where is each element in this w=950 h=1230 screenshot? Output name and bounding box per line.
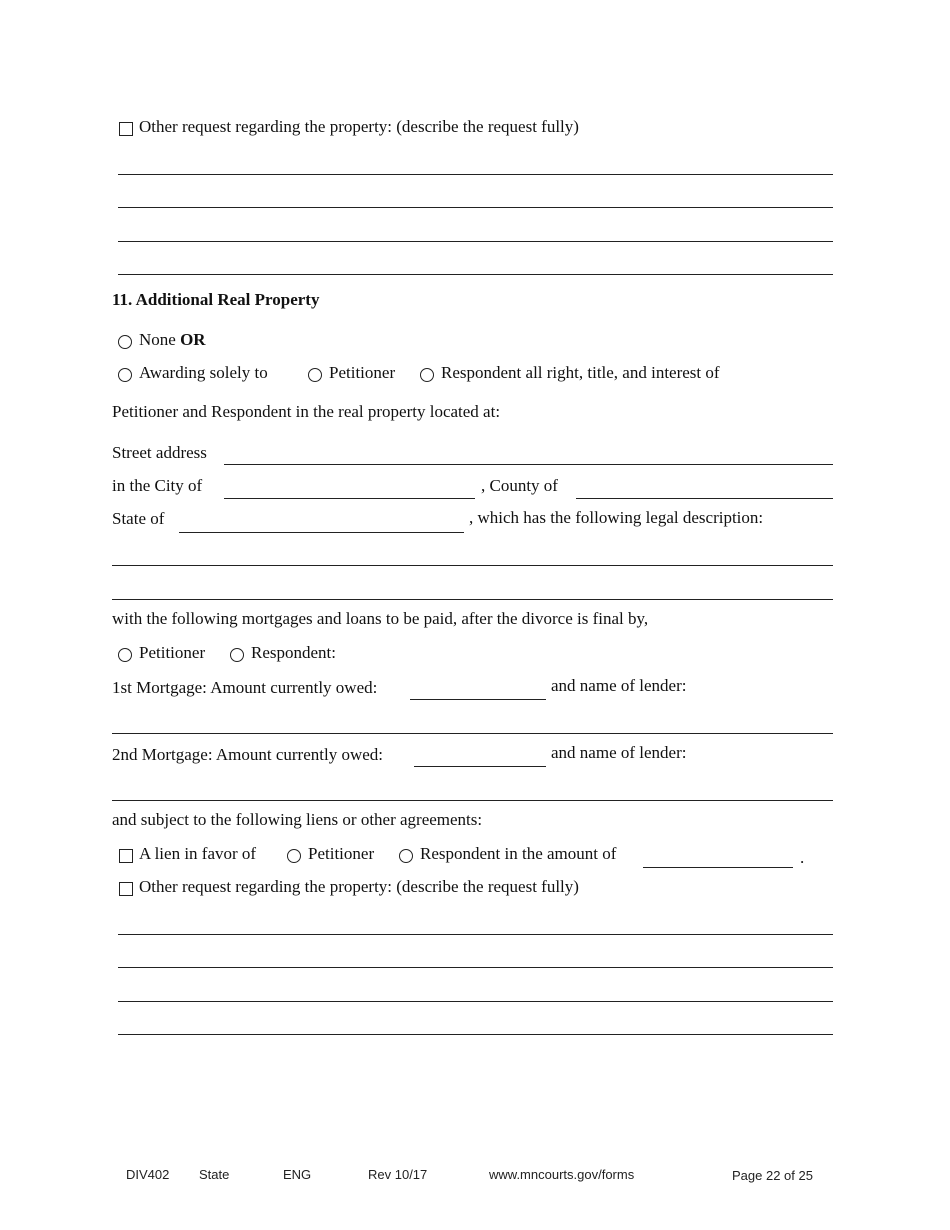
state-label: State of — [112, 509, 165, 528]
other-request-line-2[interactable] — [118, 967, 833, 968]
first-mortgage-amount-field[interactable] — [410, 699, 546, 700]
first-lender-label: and name of lender: — [551, 676, 687, 695]
none-text: None — [139, 330, 176, 349]
lien-checkbox[interactable] — [119, 849, 133, 863]
second-mortgage-amount-field[interactable] — [414, 766, 546, 767]
legal-description-line-1[interactable] — [112, 565, 833, 566]
award-petitioner-label: Petitioner — [329, 363, 396, 382]
legal-description-label: , which has the following legal description: — [469, 508, 764, 527]
lien-petitioner-radio[interactable] — [287, 849, 301, 863]
located-text: Petitioner and Respondent in the real property located at: — [112, 402, 501, 421]
award-petitioner-radio[interactable] — [308, 368, 322, 382]
mortgage-petitioner-radio[interactable] — [118, 648, 132, 662]
lien-label: A lien in favor of — [139, 844, 257, 863]
other-request-line-top-1[interactable] — [118, 174, 833, 175]
lien-petitioner-label: Petitioner — [308, 844, 375, 863]
liens-text: and subject to the following liens or other agreements: — [112, 810, 483, 829]
county-label: , County of — [481, 476, 558, 495]
other-request-line-3[interactable] — [118, 1001, 833, 1002]
mortgages-text: with the following mortgages and loans to be paid, after the divorce is final by, — [112, 609, 649, 628]
footer-revision: Rev 10/17 — [368, 1167, 428, 1182]
city-label: in the City of — [112, 476, 203, 495]
second-mortgage-label: 2nd Mortgage: Amount currently owed: — [112, 745, 384, 764]
mortgage-petitioner-label: Petitioner — [139, 643, 206, 662]
lien-period: . — [800, 848, 805, 867]
other-request-label-top: Other request regarding the property: (describe the request fully) — [139, 117, 579, 136]
footer-jurisdiction: State — [199, 1167, 230, 1182]
footer-website[interactable]: www.mncourts.gov/forms — [489, 1167, 635, 1182]
city-field[interactable] — [224, 498, 475, 499]
footer-language: ENG — [283, 1167, 312, 1182]
none-label — [139, 330, 206, 350]
street-address-field[interactable] — [224, 464, 833, 465]
street-address-label: Street address — [112, 443, 207, 462]
second-lender-label: and name of lender: — [551, 743, 687, 762]
county-field[interactable] — [576, 498, 833, 499]
other-request-line-4[interactable] — [118, 1034, 833, 1035]
other-request-checkbox[interactable] — [119, 882, 133, 896]
other-request-line-1[interactable] — [118, 934, 833, 935]
second-lender-field[interactable] — [112, 800, 833, 801]
other-request-line-top-2[interactable] — [118, 207, 833, 208]
state-field[interactable] — [179, 532, 464, 533]
lien-respondent-label: Respondent in the amount of — [420, 844, 617, 863]
awarding-radio[interactable] — [118, 368, 132, 382]
mortgage-respondent-radio[interactable] — [230, 648, 244, 662]
section-title: 11. Additional Real Property — [112, 290, 320, 309]
award-respondent-radio[interactable] — [420, 368, 434, 382]
mortgage-respondent-label: Respondent: — [251, 643, 336, 662]
lien-respondent-radio[interactable] — [399, 849, 413, 863]
award-respondent-label: Respondent all right, title, and interest of — [441, 363, 720, 382]
other-request-line-top-3[interactable] — [118, 241, 833, 242]
footer-form-id: DIV402 — [126, 1167, 170, 1182]
footer-page-number: Page 22 of 25 — [732, 1168, 813, 1183]
or-text: OR — [180, 330, 206, 349]
first-mortgage-label: 1st Mortgage: Amount currently owed: — [112, 678, 378, 697]
none-radio[interactable] — [118, 335, 132, 349]
other-request-checkbox-top[interactable] — [119, 122, 133, 136]
awarding-label: Awarding solely to — [139, 363, 268, 382]
lien-amount-field[interactable] — [643, 867, 793, 868]
first-lender-field[interactable] — [112, 733, 833, 734]
other-request-label: Other request regarding the property: (describe the request fully) — [139, 877, 579, 896]
legal-description-line-2[interactable] — [112, 599, 833, 600]
other-request-line-top-4[interactable] — [118, 274, 833, 275]
